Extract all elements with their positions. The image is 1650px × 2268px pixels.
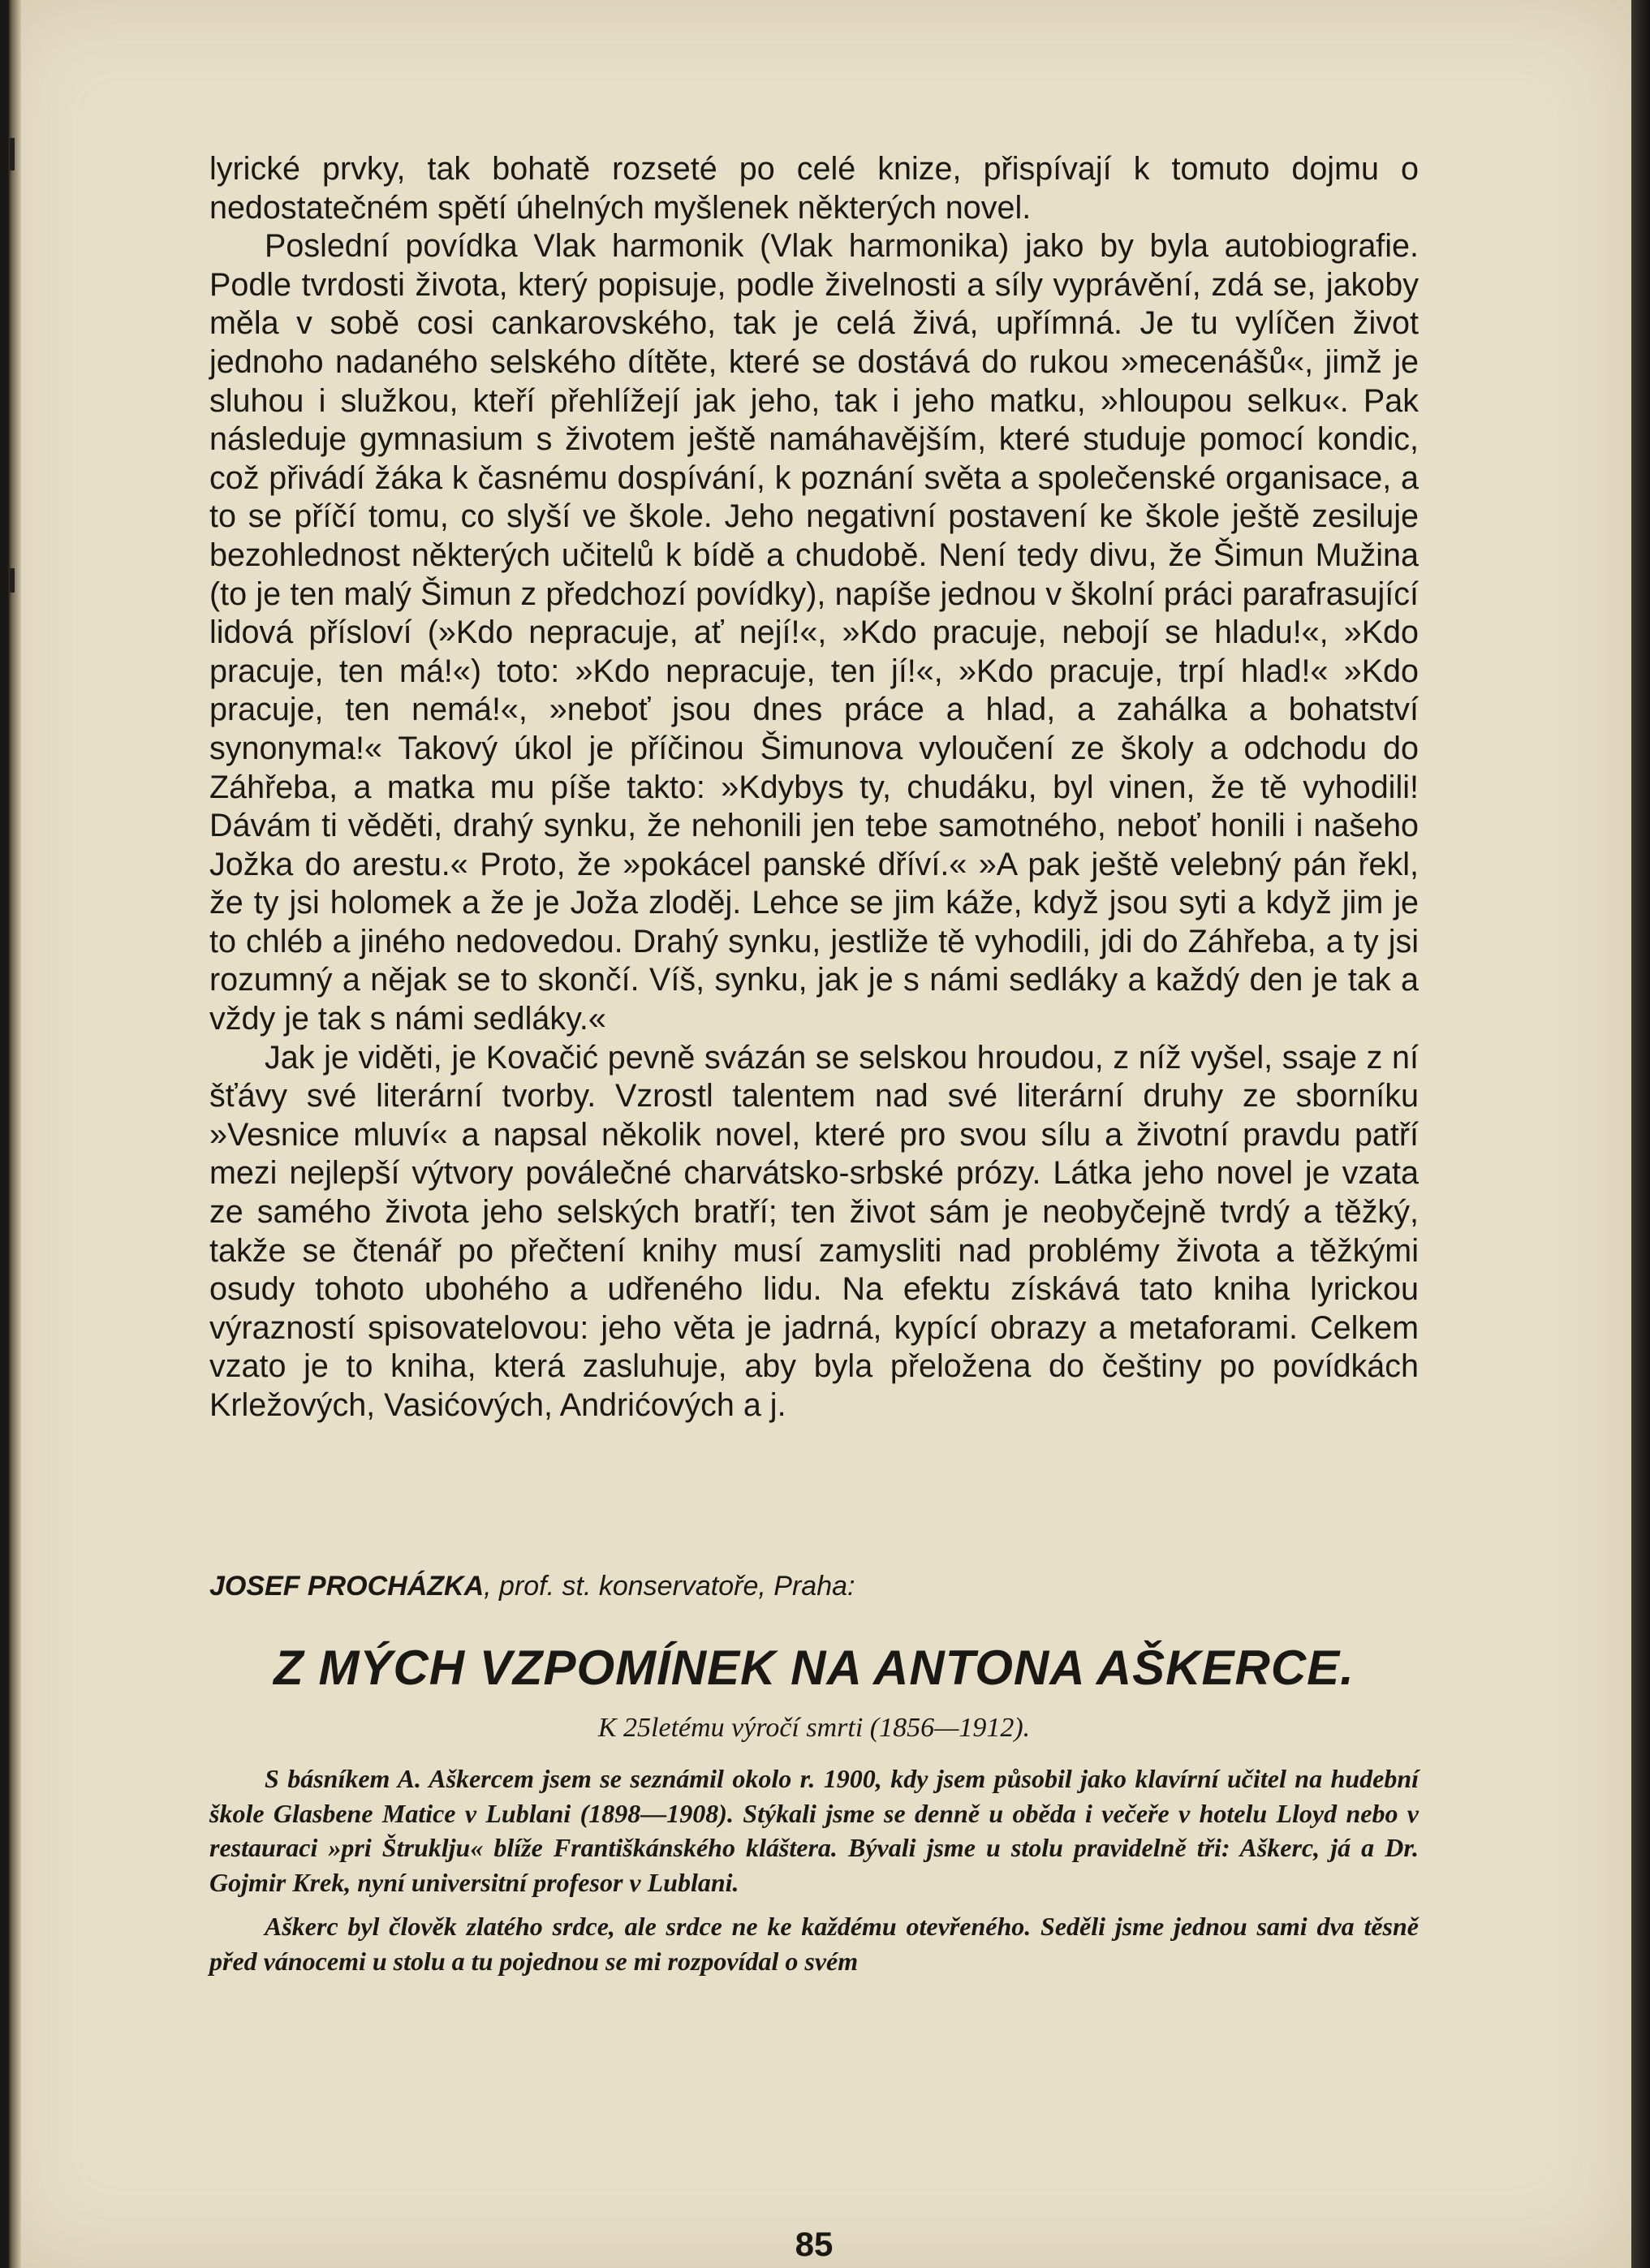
paragraph-1: lyrické prvky, tak bohatě rozseté po celé knize, přispívají k tomuto dojmu o nedostatečném spětí úhelných myšlenek některých novel. [209, 151, 1419, 226]
article-title: Z MÝCH VZPOMÍNEK NA ANTONA AŠKERCE. [274, 1641, 1355, 1695]
page-content [209, 150, 1419, 2263]
article-author [209, 1571, 1419, 1602]
article-body [209, 1761, 1419, 1988]
author-name: JOSEF PROCHÁZKA [209, 1571, 485, 1602]
page-number: 85 [795, 2225, 834, 2263]
spine-mark [10, 138, 15, 170]
spine-mark [10, 568, 15, 593]
article-paragraph-1: S básníkem A. Aškercem jsem se seznámil okolo r. 1900, kdy jsem působil jako klavírní učitel na hudební škole Glasbene Matice v Lublani (1898—1908). Stýkali jsme se denně u oběda i večeře v hotelu Lloyd nebo v restauraci »pri Štruklju« blíže Františkánského kláštera. Bývali jsme u stolu pravidelně tři: Aškerc, já a Dr. Gojmir Krek, nyní universitní profesor v Lublani. [209, 1764, 1419, 1897]
article-subtitle: K 25letému výročí smrti (1856—1912). [597, 1713, 1031, 1743]
paragraph-3: Jak je viděti, je Kovačić pevně svázán se selskou hroudou, z níž vyšel, ssaje z ní šťávy své literární tvorby. Vzrostl talentem nad své literární druhy ze sborníku »Vesnice mluví« a napsal několik novel, které pro svou sílu a životní pravdu patří mezi nejlepší výtvory poválečné charvátsko-srbské prózy. Látka jeho novel je vzata ze samého života jeho selských bratří; ten život sám je neobyčejně tvrdý a těžký, takže se čtenář po přečtení knihy musí zamysliti nad problémy života a těžkými osudy tohoto ubohého a udřeného lidu. Na efektu získává tato kniha lyrickou výrazností spisovatelovou: jeho věta je jadrná, kypící obrazy a metaforami. Celkem vzato je to kniha, která zasluhuje, aby byla přeložena do češtiny po povídkách Krležových, Vasićových, Andrićových a j. [209, 1039, 1419, 1423]
article-paragraph-2: Aškerc byl člověk zlatého srdce, ale srdce ne ke každému otevřeného. Seděli jsme jednou sami dva těsně před vánocemi u stolu a tu pojednou se mi rozpovídal o svém [209, 1912, 1419, 1976]
paragraph-2: Poslední povídka Vlak harmonik (Vlak harmonika) jako by byla autobiografie. Podle tvrdosti života, který popisuje, podle živelnosti a síly vyprávění, zdá se, jakoby měla v sobě cosi cankarovského, tak je celá živá, upřímná. Je tu vylíčen život jednoho nadaného selského dítěte, které se dostává do rukou »mecenášů«, jimž je sluhou i služkou, kteří přehlížejí jak jeho, tak i jeho matku, »hloupou selku«. Pak následuje gymnasium s životem ještě namáhavějším, které studuje pomocí kondic, což přivádí žáka k časnému dospívání, k poznání světa a společenské organisace, a to se příčí tomu, co slyší ve škole. Jeho negativní postavení ke škole ještě zesiluje bezohlednost některých učitelů k bídě a chudobě. Není tedy divu, že Šimun Mužina (to je ten malý Šimun z předchozí povídky), napíše jednou v školní práci parafrasující lidová přísloví (»Kdo nepracuje, ať nejí!«, »Kdo pracuje, nebojí se hladu!«, »Kdo pracuje, ten má!«) toto: »Kdo nepracuje, ten jí!«, »Kdo pracuje, trpí hlad!« »Kdo pracuje, ten nemá!«, »neboť jsou dnes práce a hlad, a zahálka a bohatství synonyma!« Takový úkol je příčinou Šimunova vyloučení ze školy a odchodu do Záhřeba, a matka mu píše takto: »Kdybys ty, chudáku, byl vinen, že tě vyhodili! Dávám ti věděti, drahý synku, že nehonili jen tebe samotného, neboť honili i našeho Jožka do arestu.« Proto, že »pokácel panské dříví.« »A pak ještě velebný pán řekl, že ty jsi holomek a že je Joža zloděj. Lehce se jim káže, když jsou syti a když jim je to chléb a jiného nedovedou. Drahý synku, jestliže tě vyhodili, jdi do Záhřeba, a ty jsi rozumný a nějak se to skončí. Víš, synku, jak je s námi sedláky a každý den je tak a vždy je tak s námi sedláky.« [209, 228, 1419, 1037]
book-edge [1631, 0, 1650, 2268]
author-affiliation: , prof. st. konservatoře, Praha: [484, 1571, 855, 1602]
book-spine [0, 0, 21, 2268]
